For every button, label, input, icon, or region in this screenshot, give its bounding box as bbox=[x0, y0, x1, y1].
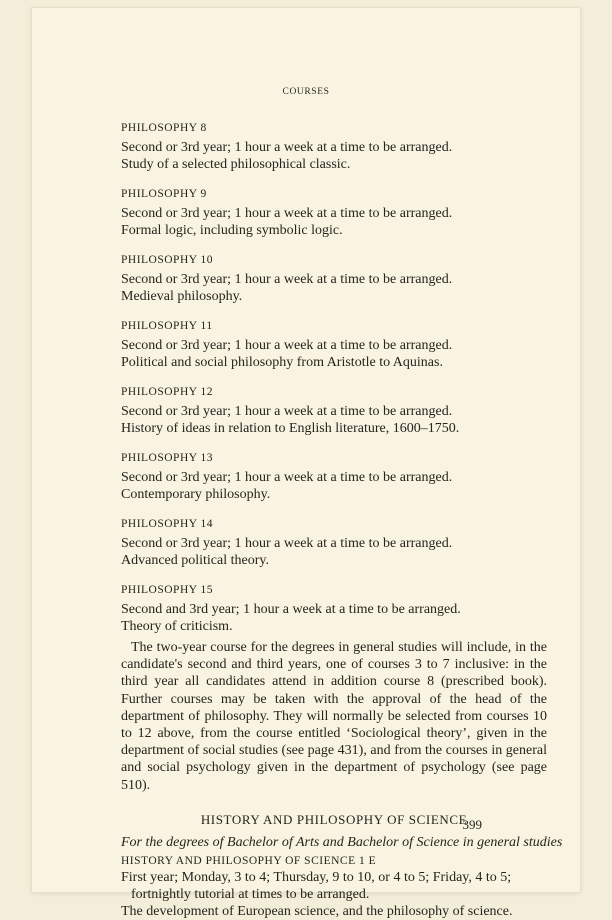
course-entry bbox=[121, 385, 547, 437]
course-schedule: Second or 3rd year; 1 hour a week at a time to be arranged. bbox=[121, 206, 453, 221]
course-title: PHILOSOPHY 10 bbox=[121, 254, 214, 266]
course-schedule: Second or 3rd year; 1 hour a week at a time to be arranged. bbox=[121, 140, 453, 155]
course-entry bbox=[121, 583, 547, 635]
course-description: Medieval philosophy. bbox=[121, 289, 243, 304]
course-description: Contemporary philosophy. bbox=[121, 487, 271, 502]
course-schedule: Second and 3rd year; 1 hour a week at a time to be arranged. bbox=[121, 602, 461, 617]
course-schedule: Second or 3rd year; 1 hour a week at a time to be arranged. bbox=[121, 470, 453, 485]
course-title: PHILOSOPHY 15 bbox=[121, 584, 214, 596]
section-course-schedule: First year; Monday, 3 to 4; Thursday, 9 to 10, or 4 to 5; Friday, 4 to 5; bbox=[121, 869, 512, 885]
course-title: PHILOSOPHY 13 bbox=[121, 452, 214, 464]
section-course-title: HISTORY AND PHILOSOPHY OF SCIENCE 1 E bbox=[121, 854, 377, 867]
course-entry bbox=[121, 187, 547, 239]
course-schedule: Second or 3rd year; 1 hour a week at a time to be arranged. bbox=[121, 338, 453, 353]
course-description: Formal logic, including symbolic logic. bbox=[121, 223, 343, 238]
course-title: PHILOSOPHY 14 bbox=[121, 518, 214, 530]
course-entry bbox=[121, 517, 547, 569]
course-title: PHILOSOPHY 8 bbox=[121, 122, 207, 134]
page bbox=[32, 8, 580, 919]
general-studies-note: The two-year course for the degrees in general studies will include, in the candidate's second and third years, one of courses 3 to 7 inclusive: in the third year all candidates attend in addition course 8 (prescribed book). Further courses may be taken with the approval of the head of the department of philosophy. They will normally be selected from courses 10 to 12 above, from the course entitled ‘Sociological theory’, given in the department of social studies (see page 431), and from the courses in general and social psychology given in the department of psychology (see page 510). bbox=[121, 640, 547, 793]
course-entry bbox=[121, 253, 547, 305]
course-title: PHILOSOPHY 12 bbox=[121, 386, 214, 398]
course-description: Political and social philosophy from Aristotle to Aquinas. bbox=[121, 355, 443, 370]
section-course-description: The development of European science, and the philosophy of science. bbox=[121, 903, 513, 919]
course-entry bbox=[121, 319, 547, 371]
section-heading: HISTORY AND PHILOSOPHY OF SCIENCE bbox=[200, 811, 468, 827]
course-title: PHILOSOPHY 9 bbox=[121, 188, 207, 200]
course-schedule: Second or 3rd year; 1 hour a week at a time to be arranged. bbox=[121, 404, 453, 419]
course-entry bbox=[121, 121, 547, 173]
course-description: Theory of criticism. bbox=[121, 619, 233, 634]
page-number: 399 bbox=[462, 817, 482, 832]
running-header: COURSES bbox=[282, 87, 330, 97]
course-description: Advanced political theory. bbox=[121, 553, 269, 568]
course-schedule: Second or 3rd year; 1 hour a week at a time to be arranged. bbox=[121, 272, 453, 287]
section-course-schedule-cont: fortnightly tutorial at times to be arranged. bbox=[131, 886, 370, 902]
course-entry bbox=[121, 451, 547, 503]
course-description: Study of a selected philosophical classic. bbox=[121, 157, 351, 172]
course-schedule: Second or 3rd year; 1 hour a week at a time to be arranged. bbox=[121, 536, 453, 551]
section-degree-note: For the degrees of Bachelor of Arts and Bachelor of Science in general studies bbox=[121, 834, 563, 850]
course-title: PHILOSOPHY 11 bbox=[121, 320, 213, 332]
course-description: History of ideas in relation to English literature, 1600–1750. bbox=[121, 421, 460, 436]
page-content bbox=[121, 121, 563, 920]
